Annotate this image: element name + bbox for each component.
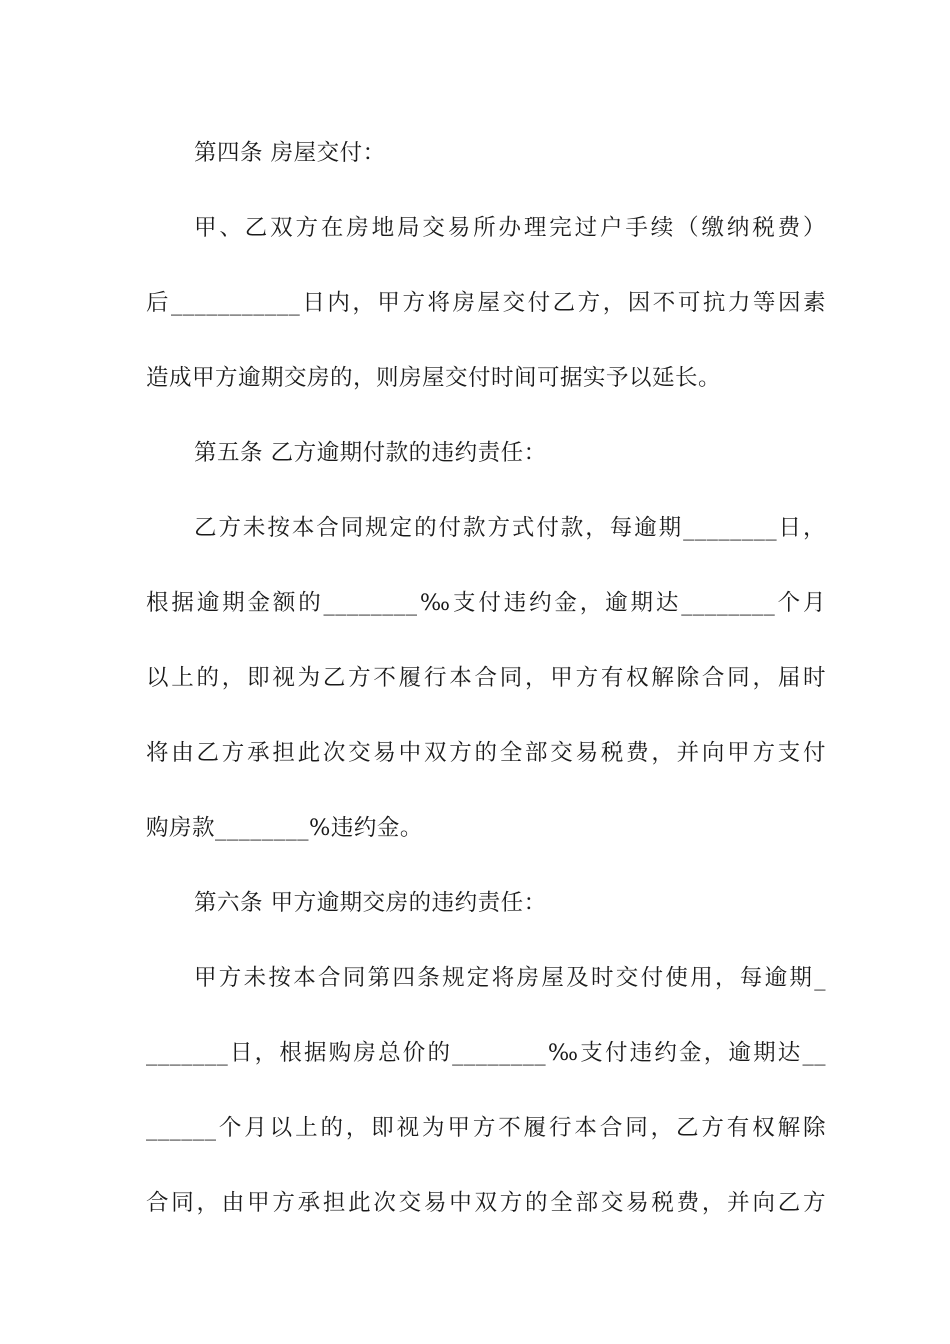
article-4-text-line-1: 甲、乙双方在房地局交易所办理完过户手续（缴纳税费） [194, 215, 826, 241]
article-4-text-line-3: 造成甲方逾期交房的，则房屋交付时间可据实予以延长。 [146, 365, 722, 391]
article-4-heading: 第四条 房屋交付： [194, 140, 386, 166]
article-6-text-line-3: ______个月以上的，即视为甲方不履行本合同，乙方有权解除 [146, 1115, 826, 1141]
article-5-text-line-4: 将由乙方承担此次交易中双方的全部交易税费，并向甲方支付 [146, 740, 826, 766]
article-5-text-line-5: 购房款________%违约金。 [146, 815, 423, 841]
article-5-text-line-3: 以上的，即视为乙方不履行本合同，甲方有权解除合同，届时 [146, 665, 826, 691]
article-6-text-line-4: 合同，由甲方承担此次交易中双方的全部交易税费，并向乙方 [146, 1190, 826, 1216]
article-6-heading: 第六条 甲方逾期交房的违约责任： [194, 890, 547, 916]
article-6-text-line-2: _______日，根据购房总价的________‰支付违约金，逾期达__ [146, 1040, 826, 1066]
article-6-text-line-1: 甲方未按本合同第四条规定将房屋及时交付使用，每逾期_ [194, 965, 826, 991]
article-5-text-line-1: 乙方未按本合同规定的付款方式付款，每逾期________日， [194, 515, 826, 541]
article-5-heading: 第五条 乙方逾期付款的违约责任： [194, 440, 547, 466]
article-5-text-line-2: 根据逾期金额的________‰支付违约金，逾期达________个月 [146, 590, 826, 616]
article-4-text-line-2: 后___________日内，甲方将房屋交付乙方，因不可抗力等因素 [146, 290, 826, 316]
